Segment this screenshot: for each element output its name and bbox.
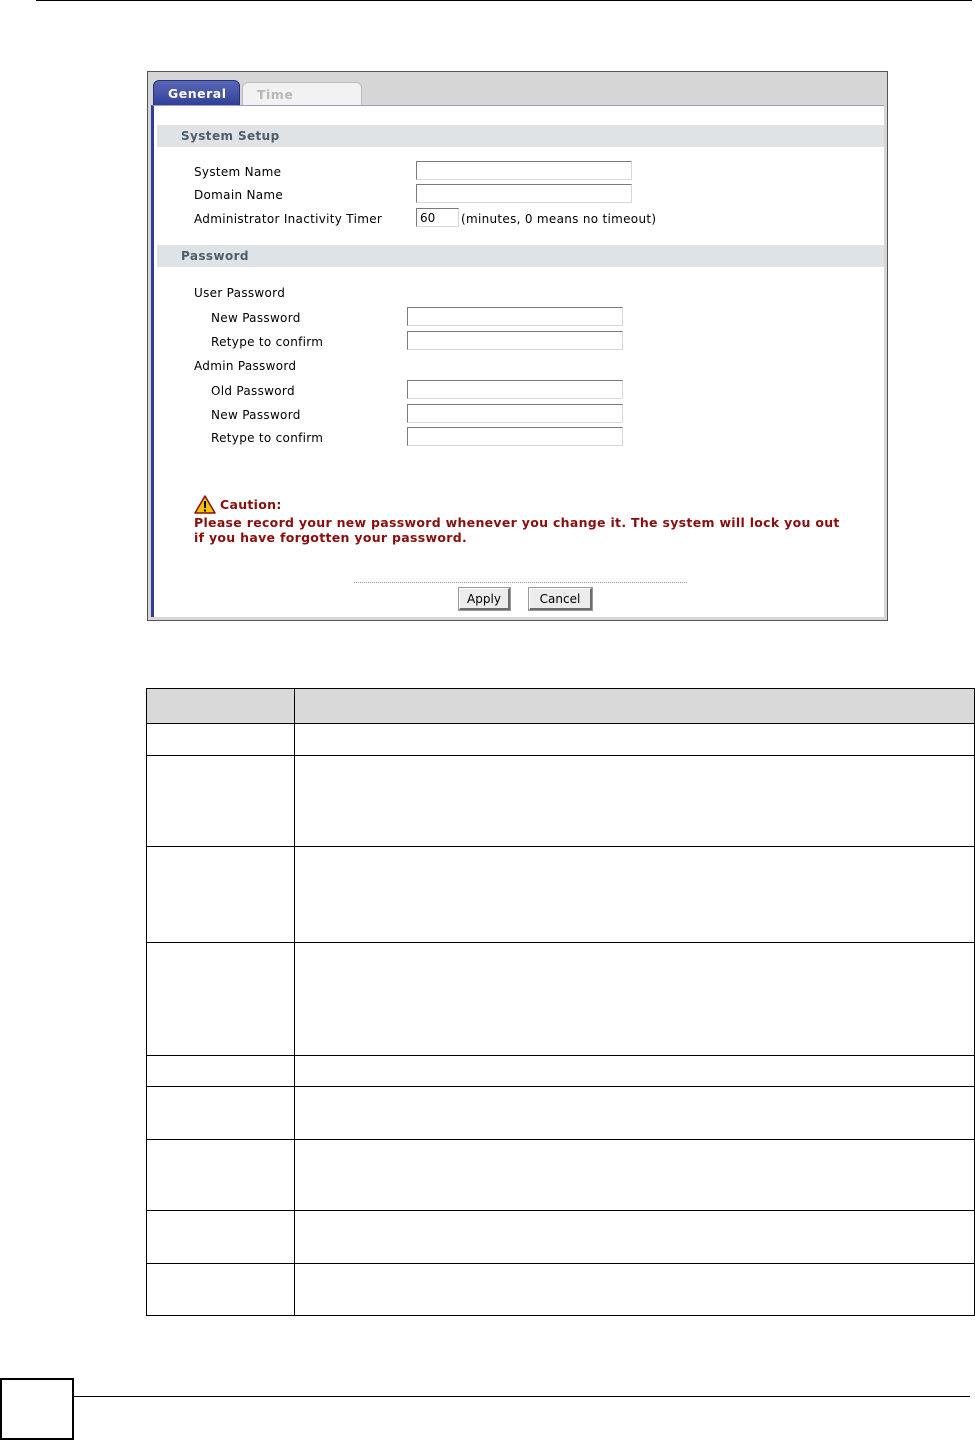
password-header: Password [157, 245, 884, 267]
bottom-rule [74, 1396, 970, 1397]
table-header-cell [147, 689, 295, 724]
table-cell [147, 1140, 295, 1211]
table-row [147, 1264, 975, 1316]
table-row [147, 1056, 975, 1087]
system-setup-header: System Setup [157, 125, 884, 147]
settings-panel [151, 105, 884, 617]
domain-name-label: Domain Name [194, 188, 284, 202]
admin-old-password-label: Old Password [211, 384, 295, 398]
table-cell [147, 1087, 295, 1140]
table-header-cell [295, 689, 975, 724]
table-cell [295, 1264, 975, 1316]
table-row [147, 756, 975, 847]
table-cell [147, 1056, 295, 1087]
admin-new-password-label: New Password [211, 408, 301, 422]
user-retype-password-input[interactable] [407, 331, 623, 350]
user-password-label: User Password [194, 286, 286, 300]
admin-old-password-input[interactable] [407, 380, 623, 399]
description-table [146, 688, 975, 1316]
table-cell [147, 1211, 295, 1264]
page-number-box [0, 1378, 74, 1440]
table-cell [295, 1087, 975, 1140]
caution-title: Caution: [220, 497, 282, 512]
table-header-row [147, 689, 975, 724]
inactivity-timer-input[interactable] [416, 208, 459, 227]
admin-new-password-input[interactable] [407, 404, 623, 423]
tab-general[interactable]: General [153, 80, 240, 107]
table-cell [295, 724, 975, 756]
table-cell [295, 847, 975, 943]
cancel-button[interactable]: Cancel [529, 588, 592, 610]
system-name-input[interactable] [416, 161, 632, 180]
table-cell [295, 756, 975, 847]
admin-retype-password-input[interactable] [407, 427, 623, 446]
user-new-password-input[interactable] [407, 307, 623, 326]
admin-password-label: Admin Password [194, 359, 297, 373]
caution-text: Please record your new password whenever you change it. The system will lock you out if you have forgotten your password. [194, 515, 840, 545]
table-cell [147, 847, 295, 943]
table-cell [147, 1264, 295, 1316]
table-row [147, 724, 975, 756]
inactivity-timer-label: Administrator Inactivity Timer [194, 212, 383, 226]
apply-button[interactable]: Apply [459, 588, 510, 610]
system-name-label: System Name [194, 165, 282, 179]
table-row [147, 1087, 975, 1140]
tab-time-setting[interactable]: Time [242, 82, 362, 107]
top-rule [36, 0, 972, 1]
table-cell [147, 724, 295, 756]
user-retype-label: Retype to confirm [211, 335, 324, 349]
table-cell [147, 943, 295, 1056]
table-cell [295, 1140, 975, 1211]
admin-retype-label: Retype to confirm [211, 431, 324, 445]
table-row [147, 1140, 975, 1211]
table-cell [147, 756, 295, 847]
table-row [147, 1211, 975, 1264]
table-cell [295, 1211, 975, 1264]
button-divider [354, 582, 687, 583]
domain-name-input[interactable] [416, 184, 632, 203]
warning-icon [194, 495, 216, 514]
table-row [147, 847, 975, 943]
table-cell [295, 1056, 975, 1087]
table-row [147, 943, 975, 1056]
user-new-password-label: New Password [211, 311, 301, 325]
table-cell [295, 943, 975, 1056]
inactivity-timer-hint: (minutes, 0 means no timeout) [461, 212, 657, 226]
screenshot-frame [147, 71, 888, 621]
